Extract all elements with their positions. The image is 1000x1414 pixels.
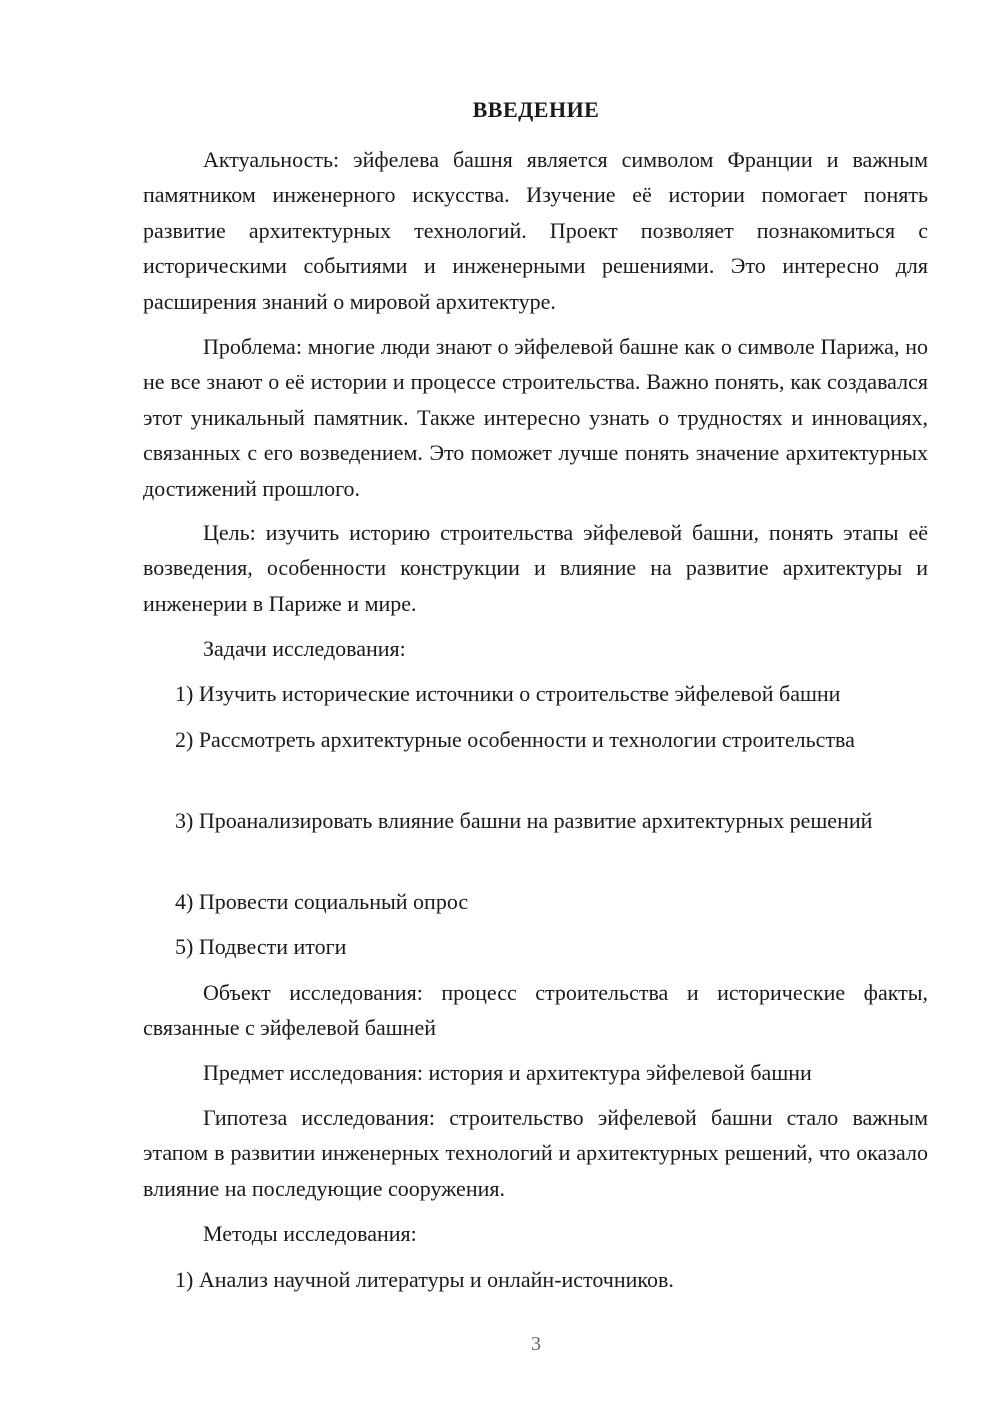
task-item-1: 1) Изучить исторические источники о строительстве эйфелевой башни: [175, 681, 841, 706]
problem-paragraph: Проблема: многие люди знают о эйфелевой башне как о символе Парижа, но не все знают о её истории и процессе строительства. Важно понять, как создавался этот уникальный памятник. Также интересно узнать о трудностях и инновациях, связанных с его возведением. Это поможет лучше понять значение архитектурных достижений прошлого.: [143, 334, 928, 501]
goal-paragraph: Цель: изучить историю строительства эйфелевой башни, понять этапы её возведения, особенности конструкции и влияние на развитие архитектуры и инженерии в Париже и мире.: [143, 520, 928, 616]
task-item-5: 5) Подвести итоги: [175, 934, 347, 959]
tasks-title: Задачи исследования:: [203, 636, 406, 661]
hypothesis-paragraph: Гипотеза исследования: строительство эйфелевой башни стало важным этапом в развитии инженерных технологий и архитектурных решений, что оказало влияние на последующие сооружения.: [143, 1105, 928, 1201]
task-item-2: 2) Рассмотреть архитектурные особенности и технологии строительства: [175, 727, 855, 752]
task-item-4: 4) Провести социальный опрос: [175, 889, 469, 914]
methods-title: Методы исследования:: [203, 1221, 417, 1246]
subject-paragraph: Предмет исследования: история и архитектура эйфелевой башни: [203, 1060, 812, 1085]
page-number: 3: [531, 1333, 541, 1355]
method-item-1: 1) Анализ научной литературы и онлайн-источников.: [175, 1267, 674, 1292]
object-paragraph: Объект исследования: процесс строительства и исторические факты, связанные с эйфелевой башней: [143, 980, 928, 1041]
page-title: ВВЕДЕНИЕ: [472, 97, 600, 122]
task-item-3: 3) Проанализировать влияние башни на развитие архитектурных решений: [175, 808, 873, 833]
relevance-paragraph: Актуальность: эйфелева башня является символом Франции и важным памятником инженерного искусства. Изучение её истории помогает понять развитие архитектурных технологий. Проект позволяет познакомиться с историческими событиями и инженерными решениями. Это интересно для расширения знаний о мировой архитектуре.: [143, 147, 928, 314]
